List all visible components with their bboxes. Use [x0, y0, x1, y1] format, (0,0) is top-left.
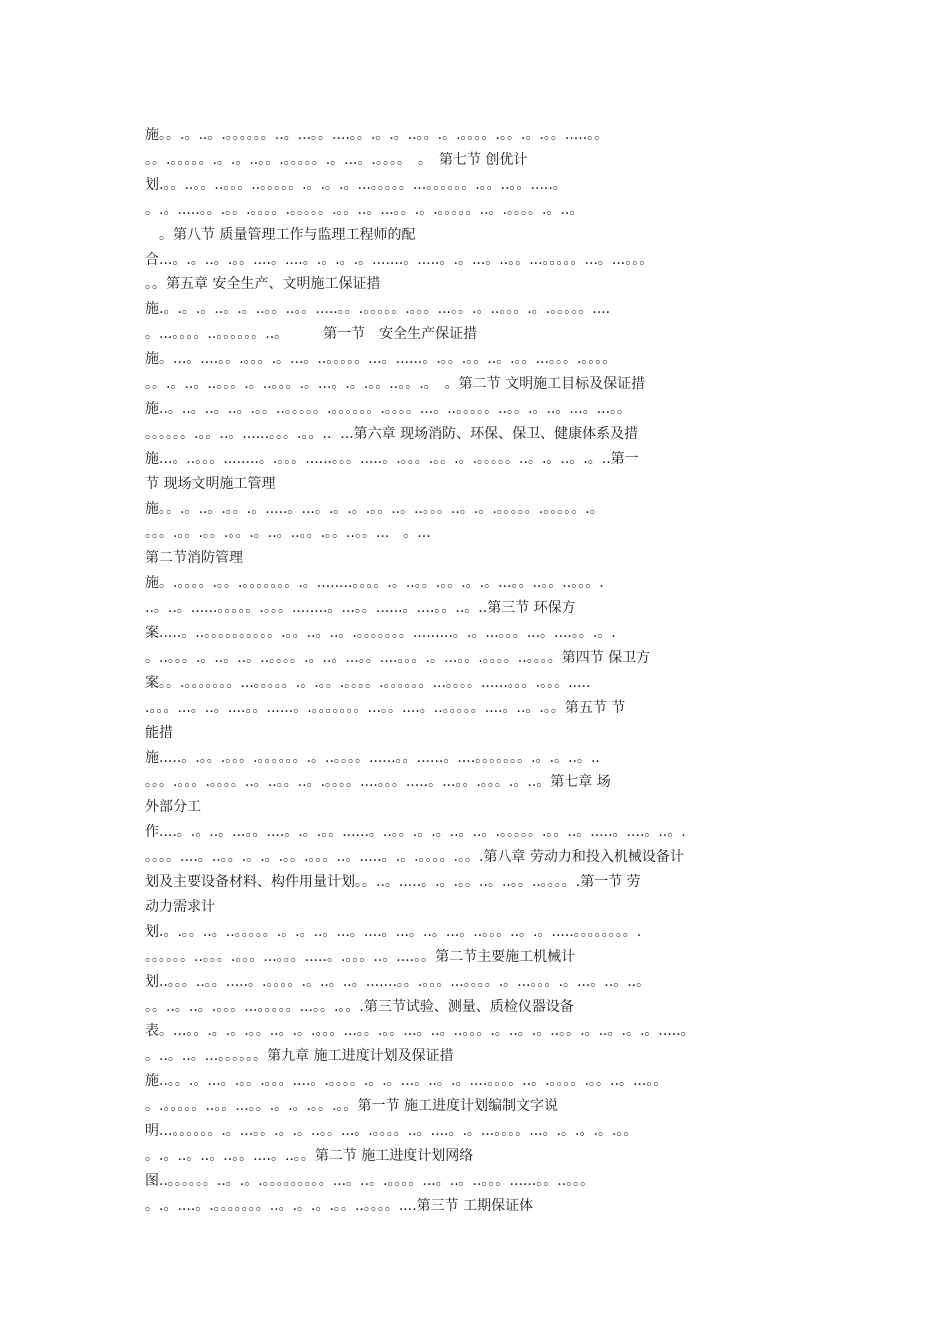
toc-line: 。.。....。.。。。。。。。..。.。.。.。。..。。。。....第三节 工期保证体 — [145, 1197, 534, 1214]
toc-line: 施。。.。..。.。。。。。。..。...。。....。。.。.。..。。.。.。。。。.。。.。.。。.....。。 — [145, 127, 609, 143]
toc-line: 案.....。..。。。。。。。。。。.。。..。..。.。。。。。。。.........。.。...。。。...。....。。.。. — [145, 625, 616, 641]
toc-line: 施...。..。。。........。.。。。......。。。.....。.。。。.。。.。.。。。。。..。.。..。.。..第一 — [145, 450, 639, 467]
toc-line: 划.。。..。。..。。。..。。。。。.。.。.。...。。。。。...。。。。。。.。。..。。.....。 — [145, 176, 567, 193]
toc-line: .。。。...。..。....。。......。.。。。。。。。...。。....。..。。。。。....。..。.。。第五节 节 — [145, 699, 626, 716]
toc-line: ..。..。......。。。。。.。。。........。...。。......。....。。..。..第三节 环保方 — [145, 600, 576, 617]
toc-line: 能措 — [145, 724, 173, 741]
toc-line: 。...。。。。..。。。。。。..。 第一节 安全生产保证措 — [145, 326, 478, 343]
toc-line: 施。...。....。。.。。。.。...。..。。。。。...。......。.。。.。。..。.。。...。。。.。。。。 — [145, 351, 617, 368]
toc-line: 。。.。..。..。。。.。..。。。.。...。.。.。。..。。.。 。第二节 文明施工目标及保证措 — [145, 376, 646, 392]
toc-line: 作....。.。..。...。。....。.。.。。......。..。。.。.。..。..。.。。。。。.。。..。.....。....。..。. — [145, 824, 686, 841]
toc-line: 划..。。。..。。.....。.。。。。.。..。..。.......。。.。。。...。。。。.。...。。。.。...。..。..。 — [145, 973, 651, 990]
toc-line: 划及主要设备材料、构件用量计划。。..。.....。.。.。。..。..。。..。。。。.第一节 劳 — [145, 874, 641, 890]
toc-line: 节 现场文明施工管理 — [145, 475, 276, 492]
toc-line: 。。..。..。.。。。...。。。。。...。。.。。.第三节试验、测量、质检仪器设备 — [145, 998, 574, 1015]
toc-line: 。。。。。。.。。..。......。。。.。。.. ...第六章 现场消防、环保、保卫、健康体系及措 — [145, 425, 639, 442]
toc-line: 动力需求计 — [145, 898, 215, 915]
toc-line: 。。。.。。.。。.。。.。..。..。。.。。..。。... 。... — [145, 525, 431, 542]
toc-line: 。.。..。..。..。。....。..。。第二节 施工进度计划网络 — [145, 1147, 474, 1164]
toc-line: 。.。.....。。.。。.。。。。.。。。。。.。。..。...。。.。.。。。。。..。.。。。。.。..。 — [145, 201, 584, 218]
toc-line: 。。第五章 安全生产、文明施工保证措 — [145, 276, 381, 293]
toc-line: 划.。.。。..。..。。。。。.。.。..。...。....。...。..。...。..。。。..。.。.....。。。。。。。。. — [145, 923, 642, 940]
toc-line: 施.。.。.。..。.。..。。..。。.....。。.。。。。。.。。。...。。.。..。。。.。.。。。。。.... — [145, 301, 611, 318]
toc-line: 第二节消防管理 — [145, 550, 243, 567]
toc-line: 图..。。。。。。..。.。.。。。。。。。。。...。..。.。。。。...。..。..。。。......。。..。。。 — [145, 1172, 595, 1189]
toc-line: 。第八节 质量管理工作与监理工程师的配 — [145, 226, 416, 243]
toc-line: 外部分工 — [145, 799, 201, 816]
toc-line: 施.....。.。。.。。。.。。。。。。.。..。。。。......。。......。....。。。。。。。.。.。..。.. — [145, 749, 600, 766]
toc-line: 施..。。.。...。.。。.。。。....。.。。。。.。.。...。..。.。....。。。。..。.。。。。.。。..。...。。 — [145, 1073, 668, 1090]
toc-line: 明...。。。。。。.。...。。.。.。..。。...。.。。。。..。....。.。...。。。。...。.。.。.。.。。 — [145, 1123, 638, 1139]
toc-line: 表。...。。.。.。.。。..。.。.。。。...。。.。。...。..。..。。。.。..。.。..。。.。..。.。.。.....。 — [145, 1023, 695, 1040]
toc-line: 。.。。。。。..。。...。。.。.。.。。.。。第一节 施工进度计划编制文字说 — [145, 1098, 558, 1115]
toc-line: 施..。..。..。..。.。。..。。。。。.。。。。。。.。。。。...。..。。。。。..。。.。..。...。...。。 — [145, 400, 632, 417]
toc-line: 施。。.。..。.。。.。.....。...。.。.。.。。..。..。。。..。.。.。。。。。.。。。。。.。 — [145, 500, 604, 517]
toc-line: 合...。.。..。.。。....。....。.。.。.。.......。.....。.。...。..。。...。。。。。...。...。。。 — [145, 251, 654, 268]
toc-line: 。..。..。...。。。。。。第九章 施工进度计划及保证措 — [145, 1048, 454, 1065]
toc-line: 。..。。。.。..。..。..。。。。.。..。...。。....。。。.。...。。.。。。。..。。。。第四节 保卫方 — [145, 649, 651, 666]
toc-line: 。。.。。。。。.。.。..。。.。。。。。.。...。.。。。。 。 第七节 创优计 — [145, 151, 528, 168]
toc-line: 。。。。....。..。。.。.。.。。.。。。..。.....。.。.。。。。.。。.第八章 劳动力和投入机械设备计 — [145, 849, 684, 866]
toc-line: 施。.。。。。.。。.。。。。。。。.。........。。。。.。..。。.。。.。.。...。。..。。..。。。. — [145, 575, 604, 592]
toc-line: 。。。.。。。.。。。。..。..。。..。.。。。。....。。。.....。...。。.。。。.。..。第七章 场 — [145, 774, 611, 791]
toc-line: 案。。.。。。。。。。...。。。。。.。.。。.。。。。.。。。。。。...。。。。......。。。.。。。..... — [145, 674, 591, 691]
toc-line: 。。。。。。..。。。.。。。...。。。.....。.。。。..。....。。第二节主要施工机械计 — [145, 948, 576, 965]
